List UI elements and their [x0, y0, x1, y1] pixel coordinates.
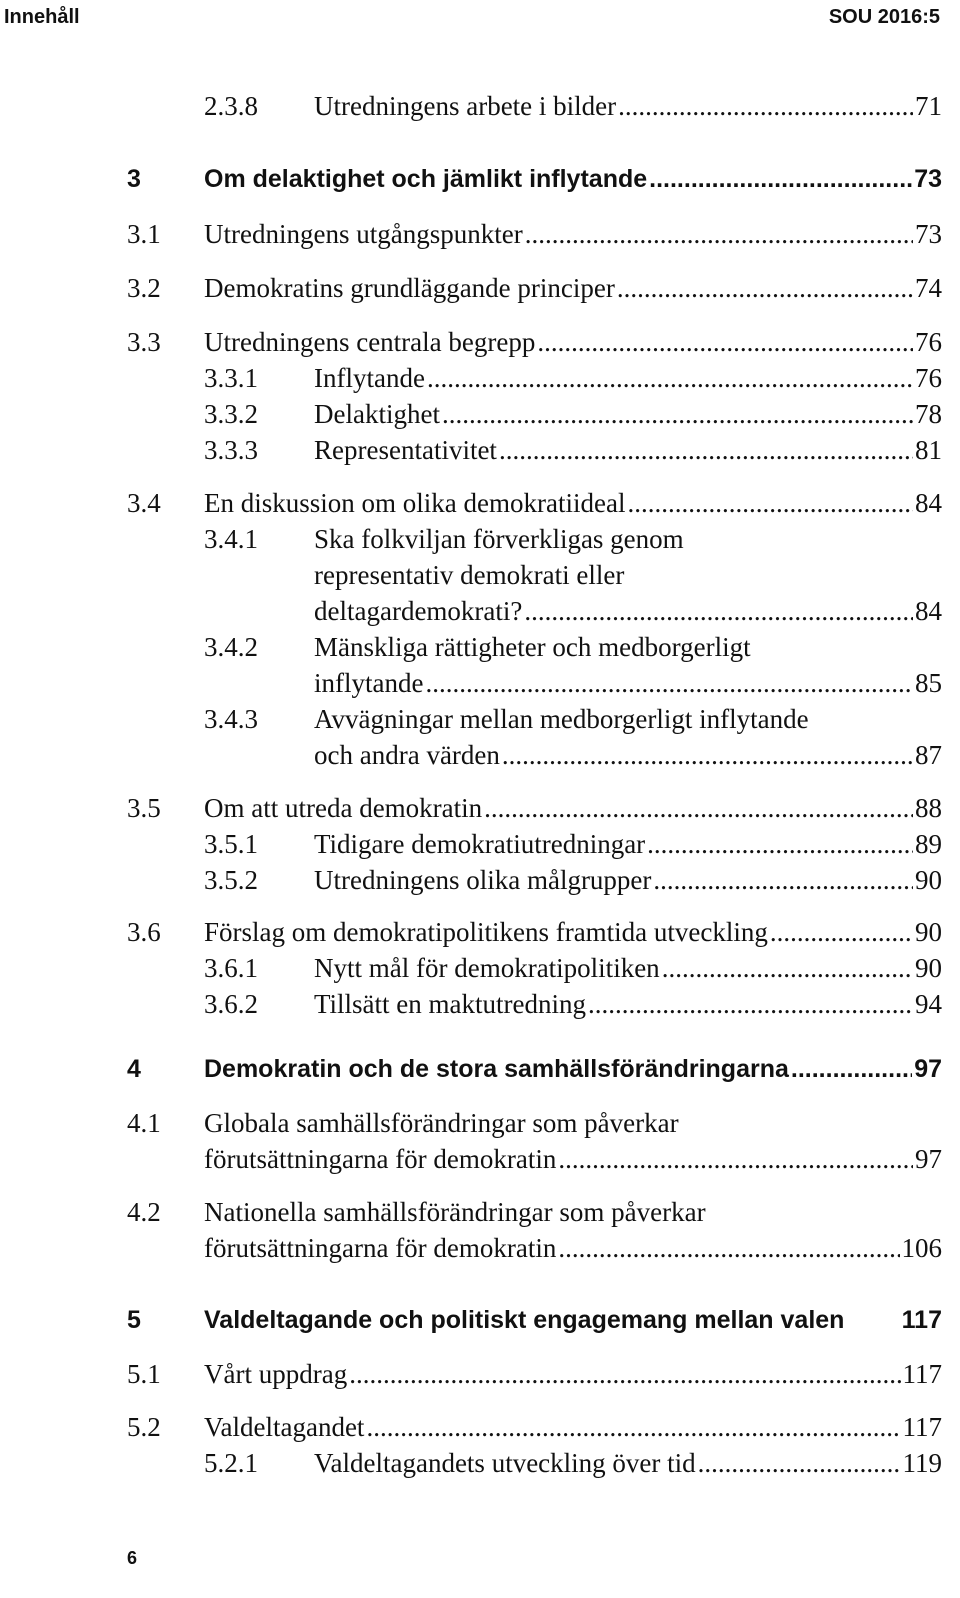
toc-page: 74 — [915, 273, 942, 303]
dot-leader — [618, 88, 913, 124]
toc-title: Valdeltagandet — [204, 1412, 365, 1442]
dot-leader — [770, 914, 913, 950]
toc-entry[interactable] — [0, 485, 960, 521]
dot-leader — [588, 986, 913, 1022]
toc-entry[interactable] — [0, 216, 960, 252]
toc-chapter[interactable] — [0, 1302, 960, 1338]
dot-leader — [425, 665, 913, 701]
toc-entry[interactable] — [0, 950, 960, 986]
dot-leader — [791, 1051, 912, 1087]
toc-number: 3.4.1 — [204, 524, 258, 554]
toc-entry[interactable] — [0, 1194, 960, 1230]
dot-leader — [558, 1141, 913, 1177]
dot-leader — [558, 1230, 899, 1266]
toc-number: 3 — [127, 165, 141, 193]
toc-page: 76 — [915, 327, 942, 357]
toc-number: 3.3 — [127, 327, 161, 357]
toc-entry[interactable] — [0, 1356, 960, 1392]
dot-leader — [427, 360, 913, 396]
toc-entry[interactable] — [0, 1445, 960, 1481]
toc-page: 106 — [901, 1233, 942, 1263]
toc-page: 84 — [915, 596, 942, 626]
toc-title: Valdeltagande och politiskt engagemang mellan valen — [204, 1306, 845, 1334]
toc-page: 94 — [915, 989, 942, 1019]
toc-entry[interactable] — [0, 914, 960, 950]
toc-title: Delaktighet — [314, 399, 440, 429]
toc-chapter[interactable] — [0, 161, 960, 197]
toc-number: 5 — [127, 1306, 141, 1334]
toc-title-line: Ska folkviljan förverkligas genom — [314, 524, 684, 554]
toc-page: 88 — [915, 793, 942, 823]
toc-page: 73 — [914, 165, 942, 193]
toc-page: 90 — [915, 953, 942, 983]
dot-leader — [524, 593, 913, 629]
toc-number: 3.4.2 — [204, 632, 258, 662]
toc-page: 78 — [915, 399, 942, 429]
toc-entry-continuation — [0, 737, 960, 773]
toc-entry[interactable] — [0, 1105, 960, 1141]
toc-number: 3.4 — [127, 488, 161, 518]
dot-leader — [647, 826, 913, 862]
toc-entry[interactable] — [0, 862, 960, 898]
toc-page: 71 — [915, 91, 942, 121]
toc-entry[interactable] — [0, 521, 960, 557]
toc-number: 3.4.3 — [204, 704, 258, 734]
toc-title: Utredningens arbete i bilder — [314, 91, 617, 121]
toc-number: 3.3.3 — [204, 435, 258, 465]
dot-leader — [627, 485, 913, 521]
toc-entry[interactable] — [0, 324, 960, 360]
toc-page: 84 — [915, 488, 942, 518]
toc-entry[interactable] — [0, 432, 960, 468]
toc-entry[interactable] — [0, 360, 960, 396]
toc-number: 5.1 — [127, 1359, 161, 1389]
toc-number: 3.3.2 — [204, 399, 258, 429]
dot-leader — [502, 737, 913, 773]
dot-leader — [537, 324, 913, 360]
toc-entry[interactable] — [0, 790, 960, 826]
toc-number: 3.2 — [127, 273, 161, 303]
dot-leader — [653, 862, 913, 898]
toc-title: Nytt mål för demokratipolitiken — [314, 953, 660, 983]
toc-page: 85 — [915, 668, 942, 698]
toc-title-line: och andra värden — [314, 740, 500, 770]
toc-title: Representativitet — [314, 435, 497, 465]
dot-leader — [349, 1356, 900, 1392]
header-section: Innehåll — [4, 6, 80, 28]
toc-title: Utredningens centrala begrepp — [204, 327, 536, 357]
header-doc-id: SOU 2016:5 — [828, 6, 940, 28]
toc-title: Inflytande — [314, 363, 425, 393]
toc-page: 76 — [915, 363, 942, 393]
toc-title: Tidigare demokratiutredningar — [314, 829, 646, 859]
dot-leader — [698, 1445, 901, 1481]
toc-title-line: deltagardemokrati? — [314, 596, 523, 626]
dot-leader — [442, 396, 913, 432]
dot-leader — [499, 432, 913, 468]
toc-title: Tillsätt en maktutredning — [314, 989, 586, 1019]
toc-title: Demokratins grundläggande principer — [204, 273, 615, 303]
toc-number: 5.2 — [127, 1412, 161, 1442]
dot-leader — [662, 950, 913, 986]
toc-entry-continuation — [0, 593, 960, 629]
page-number: 6 — [127, 1548, 138, 1568]
toc-title-line: Nationella samhällsförändringar som påverkar — [204, 1197, 706, 1227]
toc-entry[interactable] — [0, 1409, 960, 1445]
toc-page: 90 — [915, 917, 942, 947]
toc-page: 119 — [902, 1448, 942, 1478]
toc-entry-continuation — [0, 1141, 960, 1177]
toc-page: 89 — [915, 829, 942, 859]
toc-title-line: Mänskliga rättigheter och medborgerligt — [314, 632, 751, 662]
toc-title-line: förutsättningarna för demokratin — [204, 1233, 557, 1263]
toc-entry[interactable] — [0, 88, 960, 124]
toc-number: 3.5 — [127, 793, 161, 823]
toc-entry-continuation — [0, 1230, 960, 1266]
toc-title: Om att utreda demokratin — [204, 793, 483, 823]
toc-page: 97 — [914, 1055, 942, 1083]
toc-entry[interactable] — [0, 701, 960, 737]
toc-title-line: Globala samhällsförändringar som påverkar — [204, 1108, 679, 1138]
dot-leader — [617, 270, 913, 306]
toc-title: Valdeltagandets utveckling över tid — [314, 1448, 696, 1478]
toc-entry-continuation — [0, 665, 960, 701]
dot-leader — [649, 161, 912, 197]
toc-page: 117 — [902, 1412, 942, 1442]
toc-number: 3.5.1 — [204, 829, 258, 859]
toc-chapter[interactable] — [0, 1051, 960, 1087]
toc-number: 2.3.8 — [204, 91, 258, 121]
toc-entry[interactable] — [0, 270, 960, 306]
toc-number: 5.2.1 — [204, 1448, 258, 1478]
toc-title: Vårt uppdrag — [204, 1359, 348, 1389]
dot-leader — [525, 216, 913, 252]
toc-number: 3.5.2 — [204, 865, 258, 895]
toc-entry-continuation — [0, 557, 960, 593]
toc-entry[interactable] — [0, 986, 960, 1022]
toc-entry[interactable] — [0, 396, 960, 432]
toc-number: 4.1 — [127, 1108, 161, 1138]
toc-page: 117 — [902, 1359, 942, 1389]
toc-title: Om delaktighet och jämlikt inflytande — [204, 165, 648, 193]
toc-entry[interactable] — [0, 826, 960, 862]
toc-page: 117 — [901, 1306, 942, 1334]
toc-title: Demokratin och de stora samhällsförändringarna — [204, 1055, 789, 1083]
toc-title-line: Avvägningar mellan medborgerligt inflytande — [314, 704, 809, 734]
toc-entry[interactable] — [0, 629, 960, 665]
toc-page: 90 — [915, 865, 942, 895]
toc-title-line: inflytande — [314, 668, 424, 698]
toc-page: 97 — [915, 1144, 942, 1174]
toc-title: Utredningens utgångspunkter — [204, 219, 523, 249]
toc-title: Förslag om demokratipolitikens framtida utveckling — [204, 917, 768, 947]
toc-title: En diskussion om olika demokratiideal — [204, 488, 626, 518]
toc-number: 3.3.1 — [204, 363, 258, 393]
toc-page: 87 — [915, 740, 942, 770]
toc-title-line: representativ demokrati eller — [314, 560, 625, 590]
dot-leader — [366, 1409, 900, 1445]
toc-number: 4.2 — [127, 1197, 161, 1227]
toc-title: Utredningens olika målgrupper — [314, 865, 652, 895]
toc-title-line: förutsättningarna för demokratin — [204, 1144, 557, 1174]
dot-leader — [484, 790, 913, 826]
toc-number: 4 — [127, 1055, 141, 1083]
toc-page: 81 — [915, 435, 942, 465]
toc-number: 3.6 — [127, 917, 161, 947]
toc-number: 3.1 — [127, 219, 161, 249]
toc-number: 3.6.2 — [204, 989, 258, 1019]
toc-number: 3.6.1 — [204, 953, 258, 983]
toc-page: 73 — [915, 219, 942, 249]
